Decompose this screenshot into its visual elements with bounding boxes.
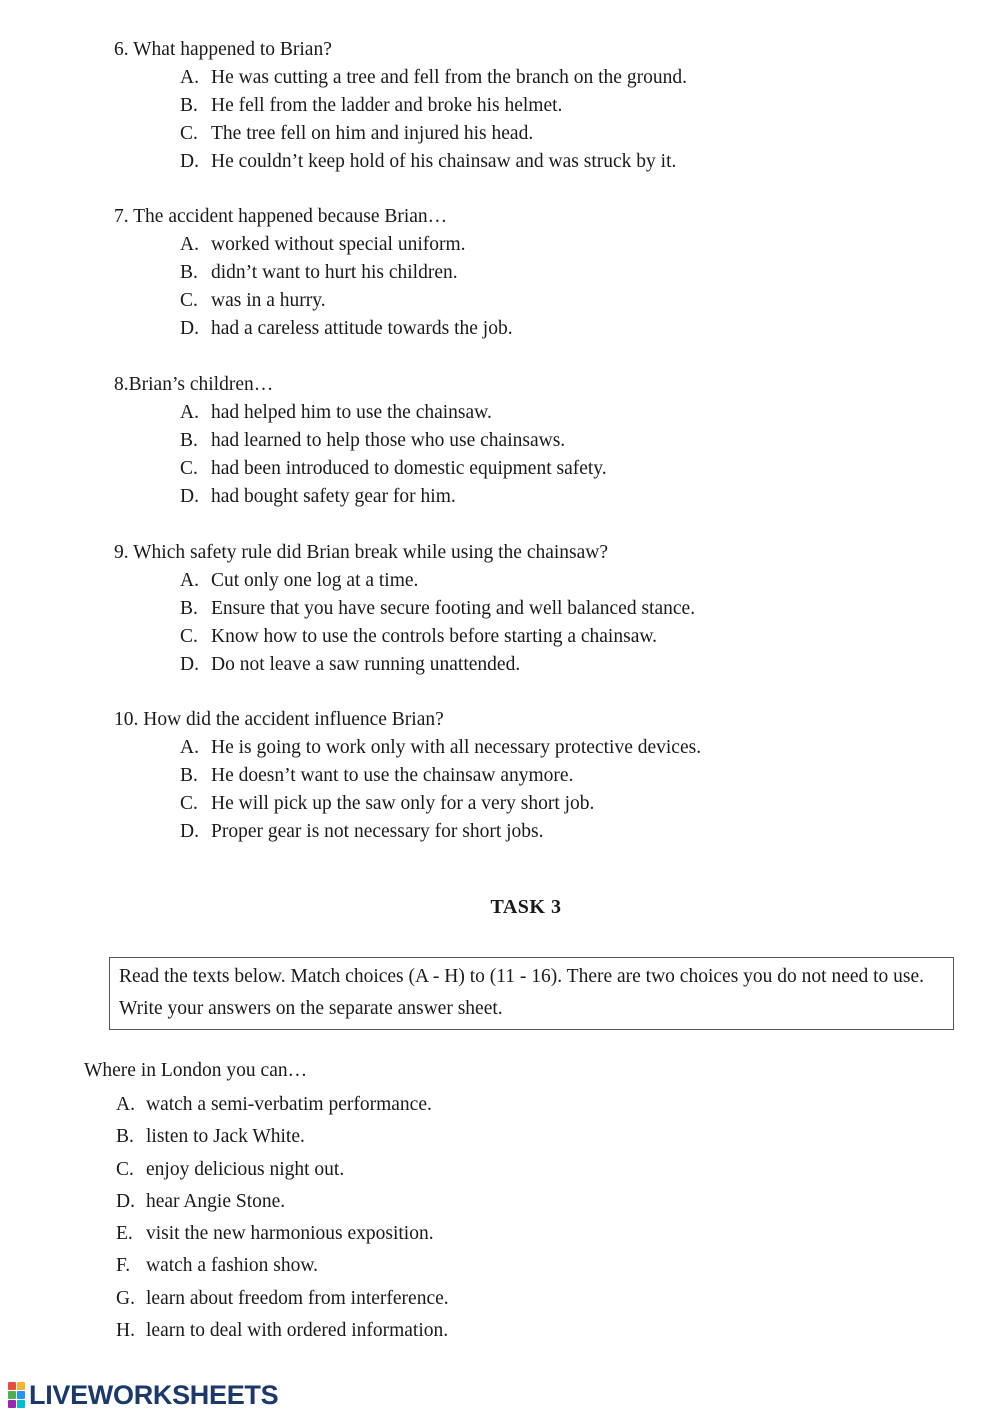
option-c[interactable]: C. Know how to use the controls before starting a chainsaw. [180,626,658,647]
question-stem: 6. What happened to Brian? [114,39,332,60]
question-8 [114,371,607,511]
option-d[interactable]: D. Do not leave a saw running unattended. [180,654,521,675]
liveworksheets-logo[interactable] [8,1381,278,1409]
question-9 [114,539,695,679]
question-stem: 8.Brian’s children… [114,374,274,395]
option-a[interactable]: A. Cut only one log at a time. [180,570,419,591]
option-c[interactable]: C. The tree fell on him and injured his head. [180,123,534,144]
logo-mark-icon [8,1382,25,1408]
option-d[interactable]: D. had bought safety gear for him. [180,486,456,507]
question-stem: 10. How did the accident influence Brian? [114,709,444,730]
option-d[interactable]: D. Proper gear is not necessary for short jobs. [180,821,544,842]
option-a[interactable]: A. He is going to work only with all necessary protective devices. [180,737,702,758]
matching-choices [116,1089,449,1347]
logo-tile [17,1391,25,1399]
logo-tile [17,1400,25,1408]
option-a[interactable]: A. He was cutting a tree and fell from the branch on the ground. [180,67,687,88]
choice-h: H. learn to deal with ordered information. [116,1320,449,1342]
instructions-box: Read the texts below. Match choices (A - H) to (11 - 16). There are two choices you do not need to use. Write your answers on the separate answer sheet. [109,957,954,1030]
option-b[interactable]: B. He fell from the ladder and broke his helmet. [180,95,563,116]
option-c[interactable]: C. was in a hurry. [180,290,326,311]
matching-lead: Where in London you can… [84,1060,308,1081]
choice-g: G. learn about freedom from interference. [116,1287,449,1309]
choice-f: F. watch a fashion show. [116,1255,319,1277]
logo-tile [8,1400,16,1408]
task-title: TASK 3 [490,896,562,918]
question-10 [114,706,701,846]
option-d[interactable]: D. had a careless attitude towards the job. [180,318,513,339]
choice-e: E. visit the new harmonious exposition. [116,1223,434,1245]
option-a[interactable]: A. worked without special uniform. [180,234,466,255]
option-b[interactable]: B. He doesn’t want to use the chainsaw anymore. [180,765,574,786]
option-b[interactable]: B. had learned to help those who use chainsaws. [180,430,566,451]
question-7 [114,203,513,343]
choice-d: D. hear Angie Stone. [116,1190,286,1212]
choice-b: B. listen to Jack White. [116,1126,305,1148]
logo-text: LIVEWORKSHEETS [29,1379,279,1410]
choice-a: A. watch a semi-verbatim performance. [116,1094,432,1115]
option-b[interactable]: B. didn’t want to hurt his children. [180,262,458,283]
question-stem: 9. Which safety rule did Brian break while using the chainsaw? [114,542,609,563]
option-c[interactable]: C. He will pick up the saw only for a very short job. [180,793,595,814]
logo-tile [17,1382,25,1390]
question-stem: 7. The accident happened because Brian… [114,206,448,227]
logo-tile [8,1391,16,1399]
option-c[interactable]: C. had been introduced to domestic equipment safety. [180,458,607,479]
choice-c: C. enjoy delicious night out. [116,1158,345,1180]
option-d[interactable]: D. He couldn’t keep hold of his chainsaw and was struck by it. [180,151,677,172]
option-b[interactable]: B. Ensure that you have secure footing and well balanced stance. [180,598,696,619]
question-6 [114,36,687,176]
logo-tile [8,1382,16,1390]
option-a[interactable]: A. had helped him to use the chainsaw. [180,402,492,423]
